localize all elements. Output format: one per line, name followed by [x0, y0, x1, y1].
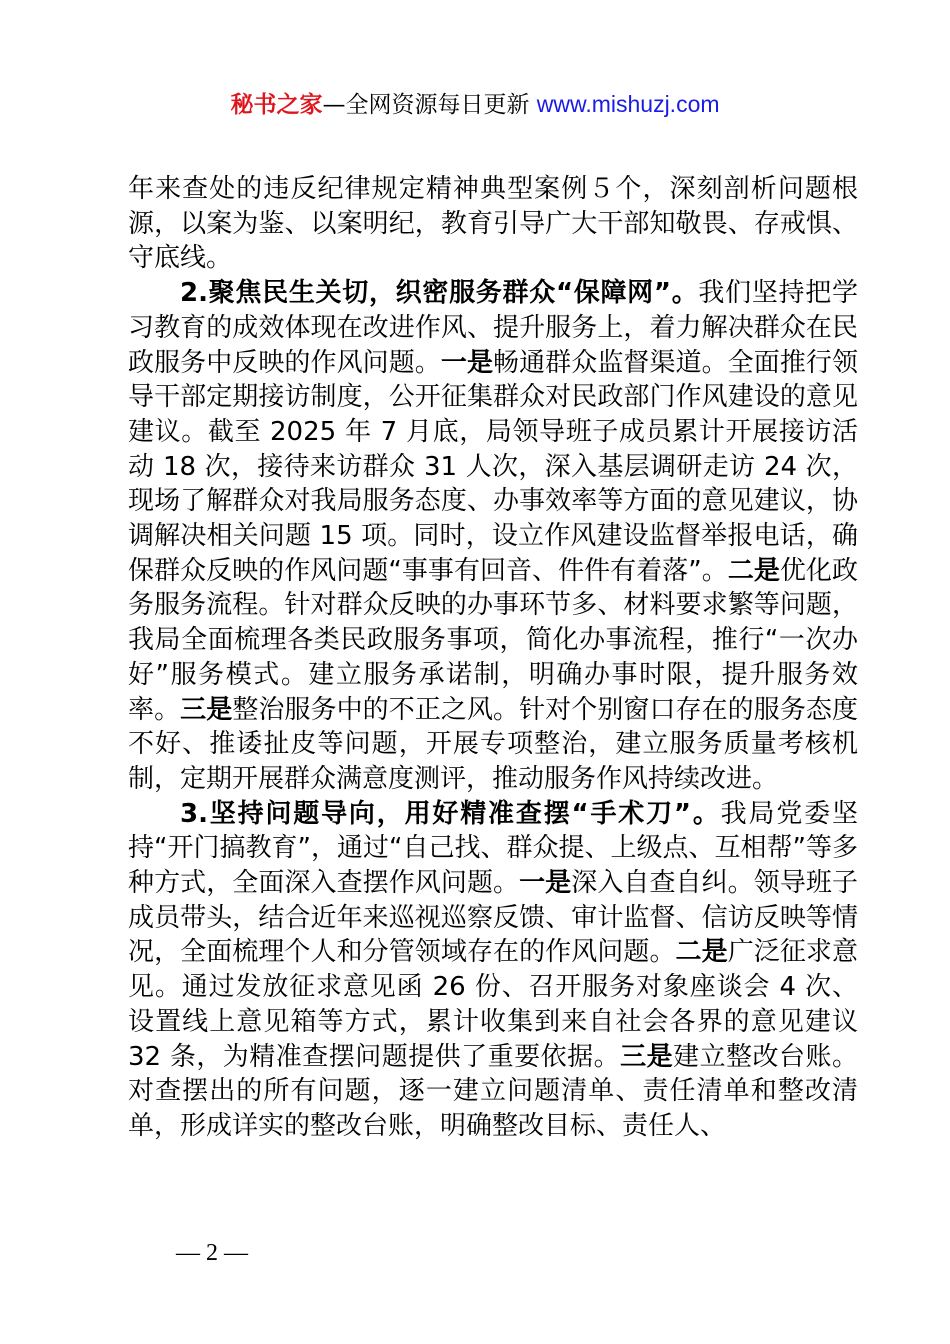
keyword-third: 三是: [180, 694, 233, 725]
section-2-intro: 我们坚持把学习教育的成效体现在改进作风、提升服务上，着力解决群众在民政服务中反映的作风问题。: [128, 278, 858, 378]
site-brand: 秘书之家: [230, 92, 323, 118]
paragraph-2: [128, 276, 858, 797]
site-url-link[interactable]: www.mishuzj.com: [536, 91, 720, 117]
section-2-point-1: 畅通群众监督渠道。全面推行领导干部定期接访制度，公开征集群众对民政部门作风建设的意见建议。截至 2025 年 7 月底，局领导班子成员累计开展接访活动 18 次，接待来访群众 31 人次，深入基层调研走访 24 次，现场了解群众对我局服务态度、办事效率等方面的意见建议，协调解决相关问题 15 项。同时，设立作风建设监督举报电话，确保群众反映的作风问题“事事有回音、件件有着落”。: [128, 347, 858, 586]
section-2-heading: 2.聚焦民生关切，织密服务群众“保障网”。: [180, 278, 699, 309]
section-3-point-2: 广泛征求意见。通过发放征求意见函 26 份、召开服务对象座谈会 4 次、设置线上意见箱等方式，累计收集到来自社会各界的意见建议 32 条，为精准查摆问题提供了重要依据。: [128, 937, 858, 1072]
paragraph-3: [128, 797, 858, 1144]
section-3-intro: 我局党委坚持“开门搞教育”，通过“自己找、群众提、上级点、互相帮”等多种方式，全面深入查摆作风问题。: [128, 798, 858, 899]
keyword-first: 一是: [440, 347, 494, 378]
section-3-point-1: 深入自查自纠。领导班子成员带头，结合近年来巡视巡察反馈、审计监督、信访反映等情况，全面梳理个人和分管领域存在的作风问题。: [128, 868, 858, 968]
section-3-heading: 3.坚持问题导向，用好精准查摆“手术刀”。: [180, 798, 721, 829]
keyword-second: 二是: [675, 937, 728, 968]
section-2-point-3: 整治服务中的不正之风。针对个别窗口存在的服务态度不好、推诿扯皮等问题，开展专项整治，建立服务质量考核机制，定期开展群众满意度测评，推动服务作风持续改进。: [128, 694, 858, 794]
site-header: [0, 88, 950, 121]
keyword-second: 二是: [727, 555, 780, 586]
keyword-third: 三是: [620, 1041, 674, 1072]
section-2-point-2: 优化政务服务流程。针对群众反映的办事环节多、材料要求繁等问题，我局全面梳理各类民政服务事项，简化办事流程，推行“一次办好”服务模式。建立服务承诺制，明确办事时限，提升服务效率。: [128, 555, 858, 725]
site-tagline: —全网资源每日更新: [322, 92, 530, 118]
paragraph-1: 年来查处的违反纪律规定精神典型案例５个，深刻剖析问题根源，以案为鉴、以案明纪，教育引导广大干部知敬畏、存戒惧、守底线。: [128, 174, 858, 274]
keyword-first: 一是: [519, 868, 572, 899]
document-body: [128, 172, 858, 1144]
page-number: — 2 —: [176, 1240, 248, 1266]
section-3-point-3: 建立整改台账。对查摆出的所有问题，逐一建立问题清单、责任清单和整改清单，形成详实的整改台账，明确整改目标、责任人、: [128, 1041, 858, 1141]
